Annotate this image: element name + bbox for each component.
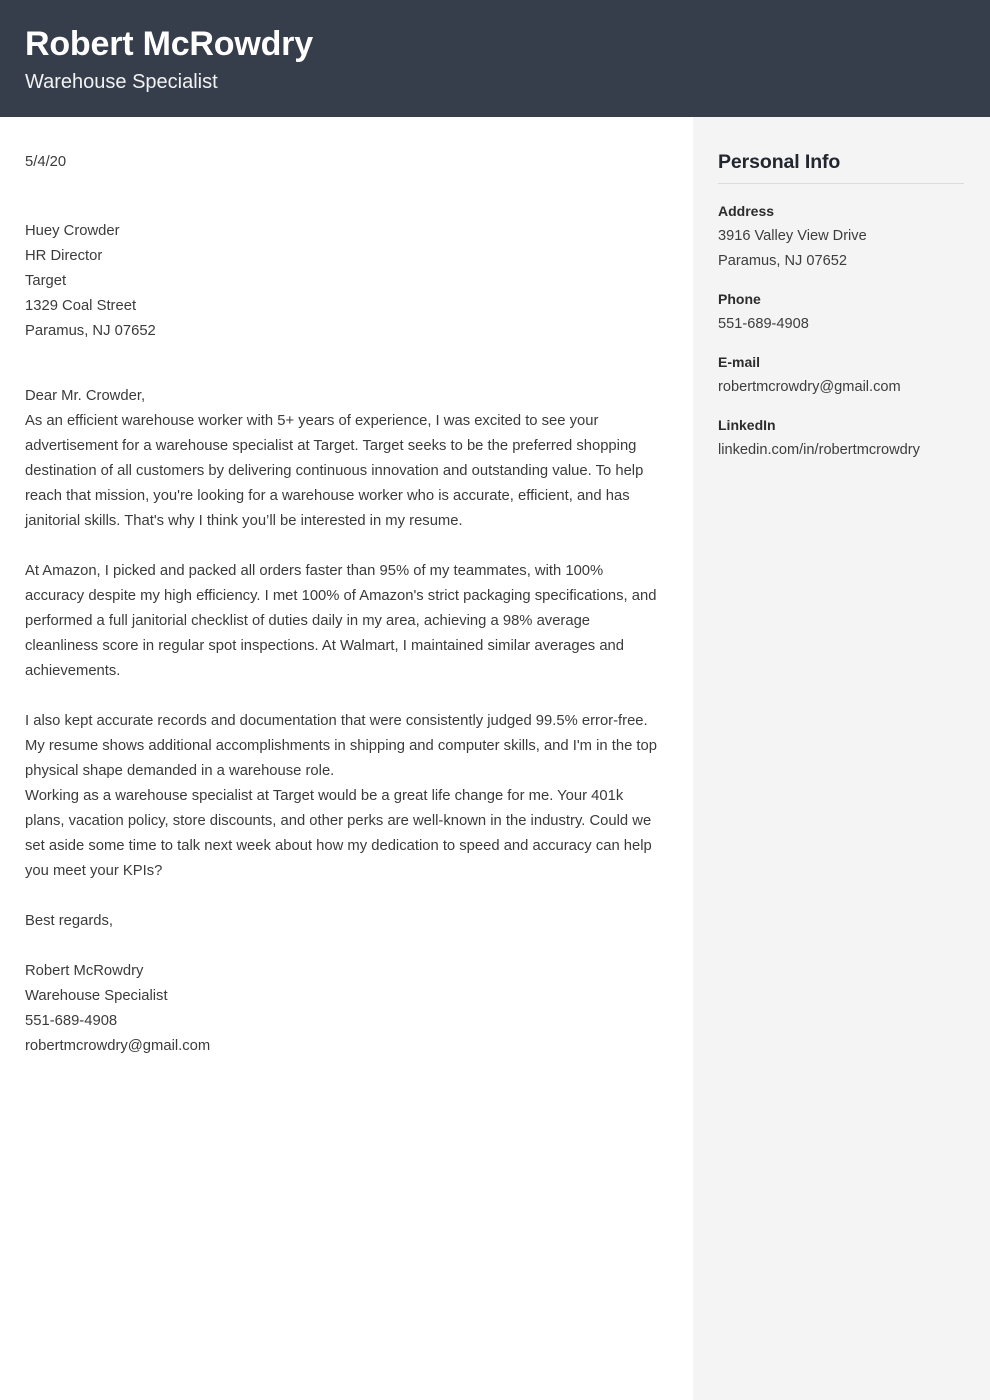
- sidebar-label-address: Address: [718, 203, 775, 219]
- personal-info-sidebar: [693, 117, 990, 1400]
- signature-block: [25, 959, 665, 1059]
- recipient-address-block: [25, 219, 665, 344]
- sidebar-value-email: robertmcrowdry@gmail.com: [718, 379, 901, 395]
- document-header: [0, 0, 990, 117]
- signature-email: robertmcrowdry@gmail.com: [25, 1038, 211, 1054]
- recipient-name: Huey Crowder: [25, 223, 120, 239]
- sidebar-heading: Personal Info: [718, 151, 841, 173]
- applicant-name: Robert McRowdry: [25, 25, 313, 63]
- letter-paragraph-2: At Amazon, I picked and packed all orders faster than 95% of my teammates, with 100% accuracy despite my high efficiency. I met 100% of Amazon's strict packaging specifications, and performed a full janitorial checklist of duties daily in my area, achieving a 98% average cleanliness score in regular spot inspections. At Walmart, I maintained similar averages and achievements.: [25, 563, 657, 679]
- recipient-role: HR Director: [25, 248, 103, 264]
- sidebar-divider: [718, 183, 964, 184]
- letter-salutation: Dear Mr. Crowder,: [25, 388, 146, 404]
- letter-closing: Best regards,: [25, 913, 114, 929]
- signature-name: Robert McRowdry: [25, 963, 144, 979]
- letter-paragraph-1: As an efficient warehouse worker with 5+ years of experience, I was excited to see your advertisement for a warehouse specialist at Target. Target seeks to be the preferred shopping destination of all customers by delivering continuous innovation and outstanding value. To help reach that mission, you're looking for a warehouse worker who is accurate, efficient, and has janitorial skills. That's why I think you’ll be interested in my resume.: [25, 413, 644, 529]
- recipient-city-state-zip: Paramus, NJ 07652: [25, 323, 156, 339]
- sidebar-label-email: E-mail: [718, 354, 761, 370]
- letter-paragraph-4: Working as a warehouse specialist at Target would be a great life change for me. Your 401k plans, vacation policy, store discounts, and other perks are well-known in the industry. Could we set aside some time to talk next week about how my dedication to speed and accuracy can help you meet your KPIs?: [25, 788, 652, 879]
- sidebar-value-phone: 551-689-4908: [718, 316, 809, 332]
- sidebar-group-email: [718, 351, 964, 400]
- recipient-street: 1329 Coal Street: [25, 298, 137, 314]
- applicant-job-title: Warehouse Specialist: [25, 71, 218, 93]
- sidebar-label-linkedin: LinkedIn: [718, 417, 776, 433]
- sidebar-value-address-line2: Paramus, NJ 07652: [718, 253, 847, 269]
- letter-column: [0, 117, 693, 1400]
- signature-phone: 551-689-4908: [25, 1013, 118, 1029]
- sidebar-group-address: [718, 200, 964, 274]
- letter-paragraph-3: I also kept accurate records and documentation that were consistently judged 99.5% error-free. My resume shows additional accomplishments in shipping and computer skills, and I'm in the top physical shape demanded in a warehouse role.: [25, 713, 657, 779]
- sidebar-value-linkedin: linkedin.com/in/robertmcrowdry: [718, 442, 920, 458]
- recipient-company: Target: [25, 273, 67, 289]
- sidebar-group-phone: [718, 288, 964, 337]
- sidebar-label-phone: Phone: [718, 291, 761, 307]
- sidebar-value-address-line1: 3916 Valley View Drive: [718, 228, 867, 244]
- letter-date: 5/4/20: [25, 154, 67, 170]
- signature-job-title: Warehouse Specialist: [25, 988, 168, 1004]
- sidebar-group-linkedin: [718, 414, 964, 463]
- document-body: [0, 117, 990, 1400]
